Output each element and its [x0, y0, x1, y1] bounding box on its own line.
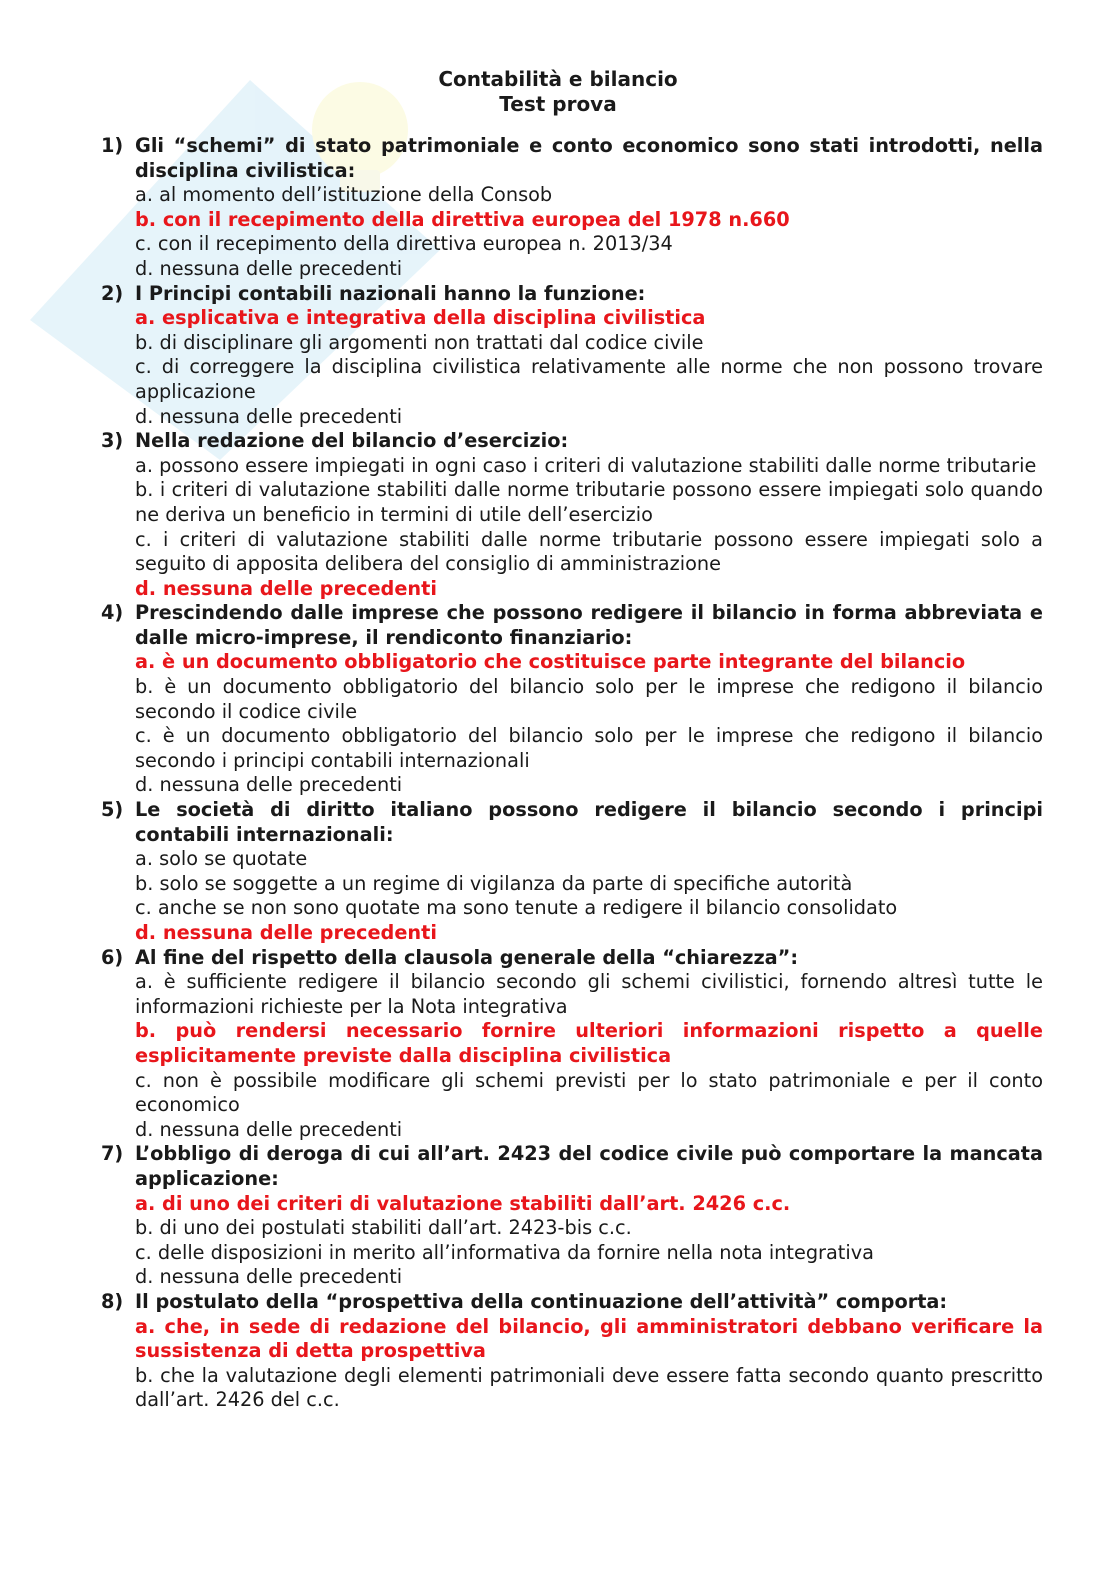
question-item	[95, 1142, 1043, 1290]
question-item	[95, 429, 1043, 601]
title-line: Contabilità e bilancio	[438, 67, 678, 91]
question-text: Gli “schemi” di stato patrimoniale e conto economico sono stati introdotti, nella disciplina civilistica:	[135, 134, 1043, 182]
answer-option: b. di disciplinare gli argomenti non trattati dal codice civile	[135, 330, 704, 354]
answer-option: d. nessuna delle precedenti	[135, 773, 403, 797]
question-number: 6)	[101, 945, 124, 969]
question-number: 1)	[101, 134, 124, 157]
answer-option: a. è sufficiente redigere il bilancio secondo gli schemi civilistici, fornendo altresì tutte le informazioni richieste per la Nota integrativa	[135, 970, 1043, 1018]
answer-option: c. con il recepimento della direttiva europea n. 2013/34	[135, 232, 673, 256]
question-text: Nella redazione del bilancio d’esercizio:	[135, 429, 569, 453]
answer-option: c. i criteri di valutazione stabiliti dalle norme tributarie possono essere impiegati solo a seguito di apposita delibera del consiglio di amministrazione	[135, 527, 1043, 576]
answer-option-correct: a. esplicativa e integrativa della disciplina civilistica	[135, 306, 706, 330]
answer-option-correct: b. con il recepimento della direttiva europea del 1978 n.660	[135, 207, 790, 231]
answer-option: d. nessuna delle precedenti	[135, 404, 403, 428]
answer-option: d. nessuna delle precedenti	[135, 1265, 403, 1289]
answer-option: d. nessuna delle precedenti	[135, 1117, 403, 1141]
answer-option-correct: d. nessuna delle precedenti	[135, 576, 437, 600]
answer-option: a. al momento dell’istituzione della Consob	[135, 183, 553, 207]
question-number: 3)	[101, 429, 124, 453]
answer-option: c. di correggere la disciplina civilistica relativamente alle norme che non possono trovare applicazione	[135, 355, 1043, 403]
question-number: 5)	[101, 798, 124, 822]
question-text: Le società di diritto italiano possono redigere il bilancio secondo i principi contabili internazionali:	[135, 798, 1043, 846]
answer-option: c. anche se non sono quotate ma sono tenute a redigere il bilancio consolidato	[135, 896, 898, 920]
answer-option: c. non è possibile modificare gli schemi previsti per lo stato patrimoniale e per il conto economico	[135, 1068, 1043, 1117]
answer-option-correct: a. di uno dei criteri di valutazione stabiliti dall’art. 2426 c.c.	[135, 1191, 791, 1215]
answer-option: a. solo se quotate	[135, 847, 308, 871]
answer-option: b. è un documento obbligatorio del bilancio solo per le imprese che redigono il bilancio secondo il codice civile	[135, 675, 1043, 723]
answer-option: c. è un documento obbligatorio del bilancio solo per le imprese che redigono il bilancio secondo i principi contabili internazionali	[135, 724, 1043, 772]
answer-option: d. nessuna delle precedenti	[135, 256, 403, 280]
answer-option-correct: a. che, in sede di redazione del bilancio, gli amministratori debbano verificare la sussistenza di detta prospettiva	[135, 1314, 1043, 1363]
question-item	[95, 1290, 1043, 1413]
question-number: 8)	[101, 1289, 124, 1313]
question-item	[95, 946, 1043, 1143]
question-text: Al fine del rispetto della clausola generale della “chiarezza”:	[135, 945, 799, 969]
question-number: 2)	[101, 281, 124, 305]
question-item	[95, 282, 1043, 430]
question-item	[95, 601, 1043, 798]
question-item	[95, 134, 1043, 282]
question-number: 4)	[101, 601, 124, 625]
question-text: Prescindendo dalle imprese che possono redigere il bilancio in forma abbreviata e dalle micro-imprese, il rendiconto finanziario:	[135, 601, 1043, 649]
question-list	[95, 134, 1043, 1413]
subtitle-line: Test prova	[499, 92, 617, 116]
answer-option-correct: b. può rendersi necessario fornire ulteriori informazioni rispetto a quelle esplicitamente previste dalla disciplina civilistica	[135, 1019, 1043, 1067]
answer-option: b. i criteri di valutazione stabiliti dalle norme tributarie possono essere impiegati solo quando ne deriva un beneficio in termini di utile dell’esercizio	[135, 478, 1043, 526]
answer-option-correct: d. nessuna delle precedenti	[135, 921, 437, 944]
question-text: Il postulato della “prospettiva della continuazione dell’attività” comporta:	[135, 1289, 948, 1313]
answer-option: a. possono essere impiegati in ogni caso i criteri di valutazione stabiliti dalle norme tributarie	[135, 453, 1037, 477]
question-text: I Principi contabili nazionali hanno la funzione:	[135, 281, 646, 305]
question-item	[95, 798, 1043, 946]
document-title	[0, 67, 1116, 117]
question-number: 7)	[101, 1142, 124, 1166]
answer-option: b. solo se soggette a un regime di vigilanza da parte di specifiche autorità	[135, 871, 853, 895]
question-text: L’obbligo di deroga di cui all’art. 2423 del codice civile può comportare la mancata applicazione:	[135, 1142, 1043, 1190]
answer-option: c. delle disposizioni in merito all’informativa da fornire nella nota integrativa	[135, 1240, 874, 1264]
answer-option: b. che la valutazione degli elementi patrimoniali deve essere fatta secondo quanto prescritto dall’art. 2426 del c.c.	[135, 1363, 1043, 1412]
answer-option: b. di uno dei postulati stabiliti dall’art. 2423-bis c.c.	[135, 1216, 632, 1240]
answer-option-correct: a. è un documento obbligatorio che costituisce parte integrante del bilancio	[135, 650, 966, 674]
